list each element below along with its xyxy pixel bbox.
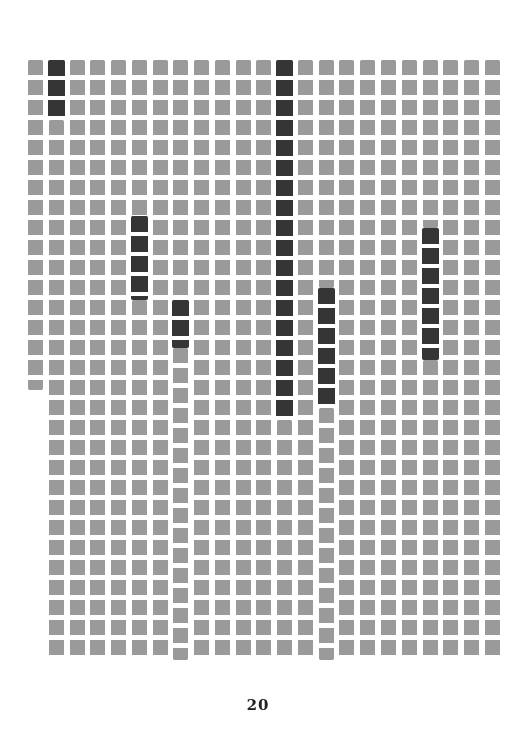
text-column: [421, 60, 440, 660]
text-run: [319, 60, 334, 288]
text-run: [194, 60, 209, 660]
text-run: [70, 60, 85, 660]
text-column: [296, 60, 315, 660]
text-column: [441, 60, 460, 660]
text-column: [317, 60, 336, 660]
text-column: [275, 60, 294, 660]
text-run: [28, 60, 43, 390]
text-column: [400, 60, 419, 660]
text-run: [423, 360, 438, 660]
text-run: [132, 300, 147, 660]
text-run: [277, 420, 292, 660]
text-column: [337, 60, 356, 660]
text-run: [236, 60, 251, 660]
text-run: [423, 60, 438, 228]
text-run: [111, 60, 126, 660]
text-run: [132, 60, 147, 216]
text-column: [26, 60, 45, 660]
emphasis-text-run: [131, 216, 148, 300]
emphasis-text-run: [318, 288, 335, 408]
text-run: [153, 60, 168, 660]
text-column: [88, 60, 107, 660]
text-run: [215, 60, 230, 660]
text-run: [443, 60, 458, 660]
text-column: [213, 60, 232, 660]
vertical-text-block: [26, 60, 502, 660]
text-run: [339, 60, 354, 660]
text-column: [462, 60, 481, 660]
text-run: [464, 60, 479, 660]
text-column: [171, 60, 190, 660]
text-run: [319, 408, 334, 660]
text-column: [192, 60, 211, 660]
text-run: [360, 60, 375, 660]
emphasis-text-run: [276, 60, 293, 420]
text-column: [234, 60, 253, 660]
text-column: [130, 60, 149, 660]
text-column: [379, 60, 398, 660]
text-run: [381, 60, 396, 660]
text-run: [49, 120, 64, 660]
emphasis-text-run: [48, 60, 65, 120]
text-run: [402, 60, 417, 660]
text-column: [254, 60, 273, 660]
text-column: [47, 60, 66, 660]
emphasis-text-run: [172, 300, 189, 348]
text-run: [173, 60, 188, 300]
text-run: [256, 60, 271, 660]
text-column: [358, 60, 377, 660]
text-run: [485, 60, 500, 660]
page-number: 20: [246, 696, 270, 714]
text-run: [298, 60, 313, 660]
text-column: [68, 60, 87, 660]
text-column: [109, 60, 128, 660]
text-column: [483, 60, 502, 660]
emphasis-text-run: [422, 228, 439, 360]
text-run: [173, 348, 188, 660]
text-run: [90, 60, 105, 660]
text-column: [151, 60, 170, 660]
